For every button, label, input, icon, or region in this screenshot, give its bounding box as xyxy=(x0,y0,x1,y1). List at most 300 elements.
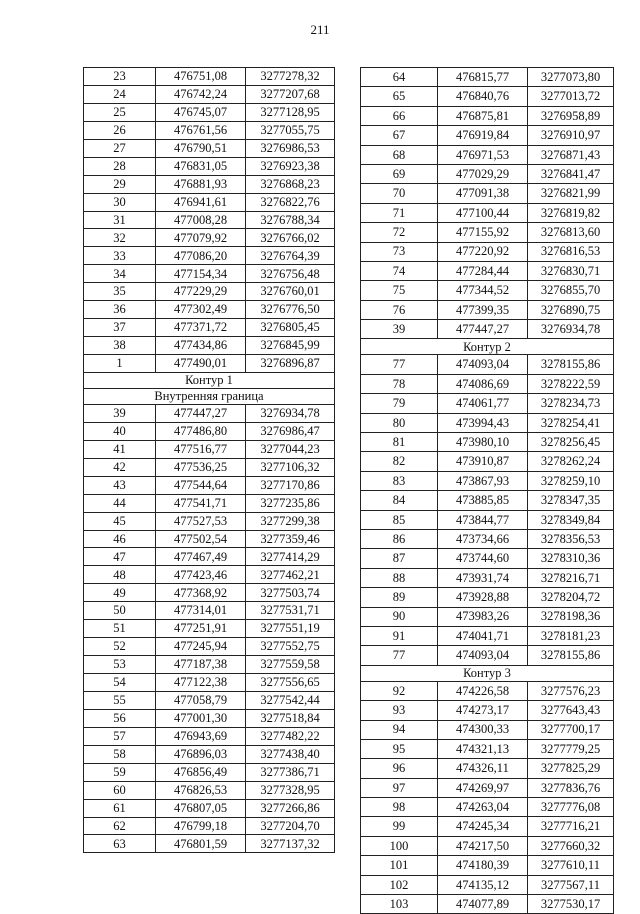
x-coordinate-cell: 477100,44 xyxy=(438,203,528,222)
point-number-cell: 87 xyxy=(361,549,438,568)
x-coordinate-cell: 477229,29 xyxy=(156,283,246,301)
table-row xyxy=(361,184,614,203)
x-coordinate-cell: 474041,71 xyxy=(438,626,528,645)
point-number-cell: 89 xyxy=(361,588,438,607)
y-coordinate-cell: 3278181,23 xyxy=(528,626,614,645)
point-number-cell: 50 xyxy=(84,602,156,620)
point-number-cell: 51 xyxy=(84,620,156,638)
table-row xyxy=(84,139,335,157)
y-coordinate-cell: 3277386,71 xyxy=(246,763,335,781)
x-coordinate-cell: 477154,34 xyxy=(156,265,246,283)
table-row xyxy=(84,458,335,476)
y-coordinate-cell: 3277438,40 xyxy=(246,745,335,763)
y-coordinate-cell: 3277299,38 xyxy=(246,512,335,530)
point-number-cell: 74 xyxy=(361,261,438,280)
y-coordinate-cell: 3277278,32 xyxy=(246,68,335,86)
point-number-cell: 34 xyxy=(84,265,156,283)
x-coordinate-cell: 474226,58 xyxy=(438,681,528,700)
table-row xyxy=(84,103,335,121)
point-number-cell: 83 xyxy=(361,471,438,490)
point-number-cell: 98 xyxy=(361,798,438,817)
y-coordinate-cell: 3276760,01 xyxy=(246,283,335,301)
point-number-cell: 39 xyxy=(361,320,438,339)
table-row xyxy=(361,701,614,720)
point-number-cell: 100 xyxy=(361,836,438,855)
x-coordinate-cell: 474300,33 xyxy=(438,720,528,739)
x-coordinate-cell: 473994,43 xyxy=(438,413,528,432)
x-coordinate-cell: 474093,04 xyxy=(438,646,528,665)
table-row xyxy=(84,301,335,319)
y-coordinate-cell: 3278234,73 xyxy=(528,394,614,413)
x-coordinate-cell: 477399,35 xyxy=(438,300,528,319)
x-coordinate-cell: 476807,05 xyxy=(156,799,246,817)
x-coordinate-cell: 473885,85 xyxy=(438,491,528,510)
y-coordinate-cell: 3278204,72 xyxy=(528,588,614,607)
x-coordinate-cell: 476875,81 xyxy=(438,106,528,125)
x-coordinate-cell: 476799,18 xyxy=(156,817,246,835)
point-number-cell: 67 xyxy=(361,126,438,145)
x-coordinate-cell: 473931,74 xyxy=(438,568,528,587)
point-number-cell: 76 xyxy=(361,300,438,319)
x-coordinate-cell: 474093,04 xyxy=(438,355,528,374)
x-coordinate-cell: 474245,34 xyxy=(438,817,528,836)
y-coordinate-cell: 3276816,53 xyxy=(528,242,614,261)
table-row xyxy=(84,602,335,620)
point-number-cell: 40 xyxy=(84,422,156,440)
table-body-right xyxy=(361,68,614,914)
coordinates-table-right xyxy=(360,67,614,914)
point-number-cell: 79 xyxy=(361,394,438,413)
point-number-cell: 69 xyxy=(361,164,438,183)
table-row xyxy=(84,727,335,745)
table-row xyxy=(361,778,614,797)
x-coordinate-cell: 473910,87 xyxy=(438,452,528,471)
point-number-cell: 35 xyxy=(84,283,156,301)
x-coordinate-cell: 473744,60 xyxy=(438,549,528,568)
table-row xyxy=(361,164,614,183)
point-number-cell: 41 xyxy=(84,440,156,458)
table-row xyxy=(361,607,614,626)
y-coordinate-cell: 3276776,50 xyxy=(246,301,335,319)
point-number-cell: 46 xyxy=(84,530,156,548)
point-number-cell: 38 xyxy=(84,337,156,355)
y-coordinate-cell: 3277559,58 xyxy=(246,656,335,674)
y-coordinate-cell: 3277716,21 xyxy=(528,817,614,836)
section-header: Внутренняя граница xyxy=(84,388,335,404)
table-row xyxy=(84,68,335,86)
table-row xyxy=(84,656,335,674)
y-coordinate-cell: 3277414,29 xyxy=(246,548,335,566)
y-coordinate-cell: 3277055,75 xyxy=(246,121,335,139)
point-number-cell: 47 xyxy=(84,548,156,566)
x-coordinate-cell: 477467,49 xyxy=(156,548,246,566)
point-number-cell: 42 xyxy=(84,458,156,476)
table-row xyxy=(361,145,614,164)
x-coordinate-cell: 473734,66 xyxy=(438,529,528,548)
x-coordinate-cell: 476801,59 xyxy=(156,835,246,853)
y-coordinate-cell: 3276813,60 xyxy=(528,223,614,242)
table-row xyxy=(361,374,614,393)
table-row xyxy=(361,126,614,145)
y-coordinate-cell: 3276986,47 xyxy=(246,422,335,440)
point-number-cell: 80 xyxy=(361,413,438,432)
x-coordinate-cell: 473983,26 xyxy=(438,607,528,626)
point-number-cell: 63 xyxy=(84,835,156,853)
y-coordinate-cell: 3276841,47 xyxy=(528,164,614,183)
x-coordinate-cell: 476856,49 xyxy=(156,763,246,781)
x-coordinate-cell: 477516,77 xyxy=(156,440,246,458)
table-row xyxy=(84,691,335,709)
table-row xyxy=(84,476,335,494)
table-row xyxy=(361,646,614,665)
x-coordinate-cell: 476745,07 xyxy=(156,103,246,121)
point-number-cell: 54 xyxy=(84,674,156,692)
x-coordinate-cell: 477423,46 xyxy=(156,566,246,584)
x-coordinate-cell: 477284,44 xyxy=(438,261,528,280)
table-row xyxy=(84,835,335,853)
x-coordinate-cell: 477536,25 xyxy=(156,458,246,476)
x-coordinate-cell: 477086,20 xyxy=(156,247,246,265)
point-number-cell: 75 xyxy=(361,281,438,300)
table-row xyxy=(361,549,614,568)
x-coordinate-cell: 477302,49 xyxy=(156,301,246,319)
point-number-cell: 81 xyxy=(361,433,438,452)
table-row xyxy=(84,404,335,422)
table-row xyxy=(361,510,614,529)
y-coordinate-cell: 3276756,48 xyxy=(246,265,335,283)
table-row xyxy=(84,283,335,301)
x-coordinate-cell: 476742,24 xyxy=(156,85,246,103)
x-coordinate-cell: 476831,05 xyxy=(156,157,246,175)
y-coordinate-cell: 3276766,02 xyxy=(246,229,335,247)
x-coordinate-cell: 476751,08 xyxy=(156,68,246,86)
table-row xyxy=(361,223,614,242)
y-coordinate-cell: 3277643,43 xyxy=(528,701,614,720)
y-coordinate-cell: 3277700,17 xyxy=(528,720,614,739)
x-coordinate-cell: 476919,84 xyxy=(438,126,528,145)
y-coordinate-cell: 3276958,89 xyxy=(528,106,614,125)
x-coordinate-cell: 476840,76 xyxy=(438,87,528,106)
table-row xyxy=(361,856,614,875)
table-row xyxy=(84,674,335,692)
table-row xyxy=(84,584,335,602)
x-coordinate-cell: 476790,51 xyxy=(156,139,246,157)
y-coordinate-cell: 3277825,29 xyxy=(528,759,614,778)
point-number-cell: 1 xyxy=(84,355,156,373)
y-coordinate-cell: 3277137,32 xyxy=(246,835,335,853)
y-coordinate-cell: 3277551,19 xyxy=(246,620,335,638)
table-row xyxy=(84,121,335,139)
point-number-cell: 31 xyxy=(84,211,156,229)
point-number-cell: 36 xyxy=(84,301,156,319)
table-row xyxy=(84,265,335,283)
table-row xyxy=(84,440,335,458)
x-coordinate-cell: 477502,54 xyxy=(156,530,246,548)
table-row xyxy=(361,759,614,778)
x-coordinate-cell: 474269,97 xyxy=(438,778,528,797)
y-coordinate-cell: 3278349,84 xyxy=(528,510,614,529)
section-header-row xyxy=(361,339,614,355)
table-row xyxy=(84,512,335,530)
table-row xyxy=(361,471,614,490)
y-coordinate-cell: 3278347,35 xyxy=(528,491,614,510)
point-number-cell: 65 xyxy=(361,87,438,106)
table-row xyxy=(361,68,614,87)
x-coordinate-cell: 476943,69 xyxy=(156,727,246,745)
point-number-cell: 90 xyxy=(361,607,438,626)
y-coordinate-cell: 3277207,68 xyxy=(246,85,335,103)
x-coordinate-cell: 476826,53 xyxy=(156,781,246,799)
table-row xyxy=(84,247,335,265)
point-number-cell: 53 xyxy=(84,656,156,674)
table-row xyxy=(361,106,614,125)
section-header: Контур 1 xyxy=(84,372,335,388)
table-row xyxy=(361,798,614,817)
x-coordinate-cell: 474135,12 xyxy=(438,875,528,894)
y-coordinate-cell: 3276986,53 xyxy=(246,139,335,157)
y-coordinate-cell: 3277836,76 xyxy=(528,778,614,797)
point-number-cell: 82 xyxy=(361,452,438,471)
x-coordinate-cell: 477368,92 xyxy=(156,584,246,602)
table-row xyxy=(361,452,614,471)
point-number-cell: 26 xyxy=(84,121,156,139)
x-coordinate-cell: 477251,91 xyxy=(156,620,246,638)
y-coordinate-cell: 3276822,76 xyxy=(246,193,335,211)
table-row xyxy=(84,355,335,373)
point-number-cell: 101 xyxy=(361,856,438,875)
x-coordinate-cell: 474077,89 xyxy=(438,895,528,914)
point-number-cell: 73 xyxy=(361,242,438,261)
table-row xyxy=(361,588,614,607)
point-number-cell: 92 xyxy=(361,681,438,700)
table-row xyxy=(361,320,614,339)
point-number-cell: 97 xyxy=(361,778,438,797)
table-row xyxy=(361,895,614,914)
x-coordinate-cell: 476896,03 xyxy=(156,745,246,763)
y-coordinate-cell: 3277779,25 xyxy=(528,739,614,758)
point-number-cell: 44 xyxy=(84,494,156,512)
point-number-cell: 58 xyxy=(84,745,156,763)
table-row xyxy=(84,638,335,656)
table-row xyxy=(84,422,335,440)
x-coordinate-cell: 477544,64 xyxy=(156,476,246,494)
y-coordinate-cell: 3276871,43 xyxy=(528,145,614,164)
table-row xyxy=(84,781,335,799)
point-number-cell: 25 xyxy=(84,103,156,121)
y-coordinate-cell: 3277073,80 xyxy=(528,68,614,87)
page-number: 211 xyxy=(310,22,330,37)
point-number-cell: 96 xyxy=(361,759,438,778)
x-coordinate-cell: 477220,92 xyxy=(438,242,528,261)
y-coordinate-cell: 3277776,08 xyxy=(528,798,614,817)
x-coordinate-cell: 477344,52 xyxy=(438,281,528,300)
y-coordinate-cell: 3277542,44 xyxy=(246,691,335,709)
x-coordinate-cell: 473980,10 xyxy=(438,433,528,452)
x-coordinate-cell: 477058,79 xyxy=(156,691,246,709)
y-coordinate-cell: 3277518,84 xyxy=(246,709,335,727)
point-number-cell: 84 xyxy=(361,491,438,510)
y-coordinate-cell: 3277462,21 xyxy=(246,566,335,584)
y-coordinate-cell: 3277482,22 xyxy=(246,727,335,745)
point-number-cell: 56 xyxy=(84,709,156,727)
x-coordinate-cell: 477155,92 xyxy=(438,223,528,242)
x-coordinate-cell: 477079,92 xyxy=(156,229,246,247)
y-coordinate-cell: 3277660,32 xyxy=(528,836,614,855)
table-row xyxy=(361,394,614,413)
y-coordinate-cell: 3277556,65 xyxy=(246,674,335,692)
point-number-cell: 27 xyxy=(84,139,156,157)
point-number-cell: 88 xyxy=(361,568,438,587)
y-coordinate-cell: 3278310,36 xyxy=(528,549,614,568)
x-coordinate-cell: 473844,77 xyxy=(438,510,528,529)
y-coordinate-cell: 3277567,11 xyxy=(528,875,614,894)
section-header-row xyxy=(361,665,614,681)
point-number-cell: 64 xyxy=(361,68,438,87)
x-coordinate-cell: 477314,01 xyxy=(156,602,246,620)
x-coordinate-cell: 476971,53 xyxy=(438,145,528,164)
section-header-row xyxy=(84,372,335,388)
y-coordinate-cell: 3278155,86 xyxy=(528,646,614,665)
point-number-cell: 77 xyxy=(361,646,438,665)
table-row xyxy=(84,229,335,247)
point-number-cell: 48 xyxy=(84,566,156,584)
y-coordinate-cell: 3277531,71 xyxy=(246,602,335,620)
table-row xyxy=(84,211,335,229)
y-coordinate-cell: 3276821,99 xyxy=(528,184,614,203)
table-row xyxy=(361,739,614,758)
point-number-cell: 66 xyxy=(361,106,438,125)
table-row xyxy=(361,681,614,700)
y-coordinate-cell: 3276819,82 xyxy=(528,203,614,222)
table-row xyxy=(361,491,614,510)
point-number-cell: 24 xyxy=(84,85,156,103)
point-number-cell: 72 xyxy=(361,223,438,242)
y-coordinate-cell: 3278155,86 xyxy=(528,355,614,374)
y-coordinate-cell: 3276830,71 xyxy=(528,261,614,280)
point-number-cell: 23 xyxy=(84,68,156,86)
x-coordinate-cell: 477245,94 xyxy=(156,638,246,656)
table-row xyxy=(84,85,335,103)
y-coordinate-cell: 3278262,24 xyxy=(528,452,614,471)
table-row xyxy=(84,548,335,566)
point-number-cell: 55 xyxy=(84,691,156,709)
table-row xyxy=(361,529,614,548)
point-number-cell: 43 xyxy=(84,476,156,494)
y-coordinate-cell: 3276934,78 xyxy=(246,404,335,422)
table-row xyxy=(361,300,614,319)
point-number-cell: 86 xyxy=(361,529,438,548)
x-coordinate-cell: 477490,01 xyxy=(156,355,246,373)
point-number-cell: 91 xyxy=(361,626,438,645)
x-coordinate-cell: 474061,77 xyxy=(438,394,528,413)
table-row xyxy=(84,799,335,817)
y-coordinate-cell: 3277128,95 xyxy=(246,103,335,121)
x-coordinate-cell: 477187,38 xyxy=(156,656,246,674)
y-coordinate-cell: 3277044,23 xyxy=(246,440,335,458)
y-coordinate-cell: 3276764,39 xyxy=(246,247,335,265)
point-number-cell: 77 xyxy=(361,355,438,374)
x-coordinate-cell: 476881,93 xyxy=(156,175,246,193)
x-coordinate-cell: 474086,69 xyxy=(438,374,528,393)
point-number-cell: 33 xyxy=(84,247,156,265)
y-coordinate-cell: 3276890,75 xyxy=(528,300,614,319)
x-coordinate-cell: 476941,61 xyxy=(156,193,246,211)
section-header: Контур 3 xyxy=(361,665,614,681)
table-row xyxy=(84,817,335,835)
point-number-cell: 37 xyxy=(84,319,156,337)
x-coordinate-cell: 474326,11 xyxy=(438,759,528,778)
point-number-cell: 32 xyxy=(84,229,156,247)
table-row xyxy=(84,530,335,548)
y-coordinate-cell: 3278222,59 xyxy=(528,374,614,393)
y-coordinate-cell: 3278216,71 xyxy=(528,568,614,587)
section-header-row xyxy=(84,388,335,404)
point-number-cell: 57 xyxy=(84,727,156,745)
x-coordinate-cell: 476761,56 xyxy=(156,121,246,139)
point-number-cell: 45 xyxy=(84,512,156,530)
y-coordinate-cell: 3276910,97 xyxy=(528,126,614,145)
table-row xyxy=(361,355,614,374)
table-row xyxy=(361,875,614,894)
y-coordinate-cell: 3277359,46 xyxy=(246,530,335,548)
y-coordinate-cell: 3276805,45 xyxy=(246,319,335,337)
y-coordinate-cell: 3277106,32 xyxy=(246,458,335,476)
x-coordinate-cell: 474273,17 xyxy=(438,701,528,720)
table-row xyxy=(84,745,335,763)
point-number-cell: 70 xyxy=(361,184,438,203)
y-coordinate-cell: 3278198,36 xyxy=(528,607,614,626)
x-coordinate-cell: 474321,13 xyxy=(438,739,528,758)
table-row xyxy=(361,817,614,836)
y-coordinate-cell: 3277204,70 xyxy=(246,817,335,835)
table-row xyxy=(361,720,614,739)
table-row xyxy=(84,337,335,355)
y-coordinate-cell: 3277235,86 xyxy=(246,494,335,512)
y-coordinate-cell: 3277266,86 xyxy=(246,799,335,817)
y-coordinate-cell: 3277576,23 xyxy=(528,681,614,700)
y-coordinate-cell: 3278254,41 xyxy=(528,413,614,432)
point-number-cell: 61 xyxy=(84,799,156,817)
y-coordinate-cell: 3278256,45 xyxy=(528,433,614,452)
point-number-cell: 28 xyxy=(84,157,156,175)
point-number-cell: 60 xyxy=(84,781,156,799)
point-number-cell: 94 xyxy=(361,720,438,739)
point-number-cell: 59 xyxy=(84,763,156,781)
y-coordinate-cell: 3278356,53 xyxy=(528,529,614,548)
table-row xyxy=(361,836,614,855)
x-coordinate-cell: 477122,38 xyxy=(156,674,246,692)
table-row xyxy=(84,175,335,193)
y-coordinate-cell: 3277503,74 xyxy=(246,584,335,602)
table-row xyxy=(84,193,335,211)
point-number-cell: 71 xyxy=(361,203,438,222)
table-row xyxy=(84,763,335,781)
x-coordinate-cell: 477001,30 xyxy=(156,709,246,727)
x-coordinate-cell: 477434,86 xyxy=(156,337,246,355)
table-row xyxy=(361,203,614,222)
x-coordinate-cell: 474180,39 xyxy=(438,856,528,875)
y-coordinate-cell: 3277170,86 xyxy=(246,476,335,494)
x-coordinate-cell: 477091,38 xyxy=(438,184,528,203)
point-number-cell: 95 xyxy=(361,739,438,758)
table-row xyxy=(84,620,335,638)
table-body-left xyxy=(84,68,335,853)
point-number-cell: 93 xyxy=(361,701,438,720)
point-number-cell: 39 xyxy=(84,404,156,422)
coordinates-table-left xyxy=(83,67,335,853)
y-coordinate-cell: 3276923,38 xyxy=(246,157,335,175)
point-number-cell: 99 xyxy=(361,817,438,836)
